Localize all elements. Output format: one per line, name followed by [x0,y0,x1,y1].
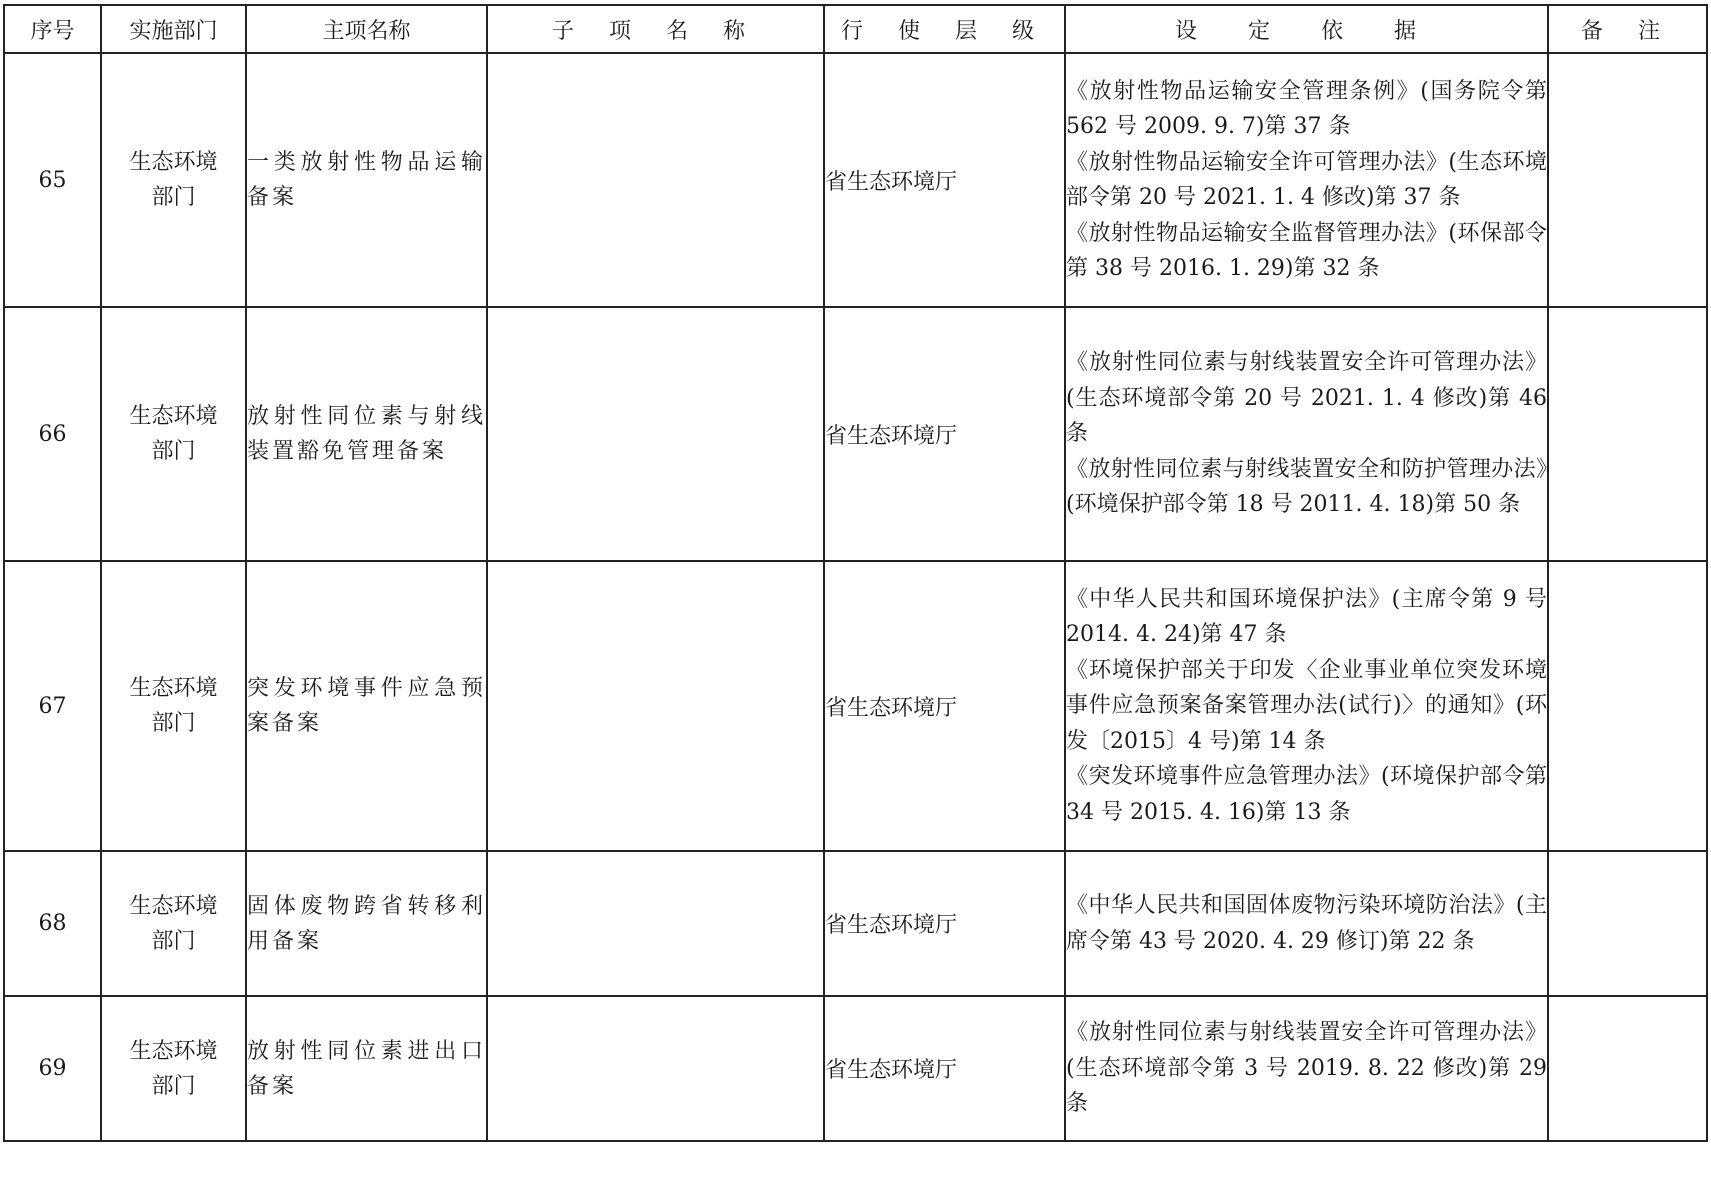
row-level: 省生态环境厅 [824,851,1065,996]
basis-entry: 《环境保护部关于印发〈企业事业单位突发环境事件应急预案备案管理办法(试行)〉的通知》(环发〔2015〕4 号)第 14 条 [1066,657,1547,754]
row-note [1548,851,1707,996]
basis-entry: 《放射性物品运输安全许可管理办法》(生态环境部令第 20 号 2021. 1. 4 修改)第 37 条 [1066,149,1547,210]
basis-entry: 《放射性同位素与射线装置安全许可管理办法》(生态环境部令第 3 号 2019. 8. 22 修改)第 29 条 [1066,1020,1547,1117]
admin-filing-table [3,4,1708,1142]
header-index: 序号 [4,5,101,53]
row-basis [1065,561,1548,851]
dept-line: 生态环境 [129,404,218,429]
row-dept [101,53,246,307]
dept-line: 生态环境 [129,150,218,175]
header-basis: 设 定 依 据 [1065,5,1548,53]
header-level: 行 使 层 级 [824,5,1065,53]
row-dept [101,996,246,1141]
header-main-item: 主项名称 [246,5,487,53]
row-note [1548,996,1707,1141]
header-sub-item: 子 项 名 称 [487,5,824,53]
row-main-item: 放射性同位素与射线装置豁免管理备案 [246,307,487,561]
row-dept [101,851,246,996]
row-index: 65 [4,53,101,307]
row-index: 67 [4,561,101,851]
basis-entry: 《放射性物品运输安全监督管理办法》(环保部令第 38 号 2016. 1. 29)第 32 条 [1066,220,1547,281]
header-dept: 实施部门 [101,5,246,53]
row-note [1548,53,1707,307]
header-note: 备 注 [1548,5,1707,53]
row-note [1548,561,1707,851]
table-row [4,561,1707,851]
basis-entry: 《中华人民共和国环境保护法》(主席令第 9 号 2014. 4. 24)第 47 条 [1066,586,1547,648]
dept-line: 部门 [151,439,196,464]
table-row [4,307,1707,561]
row-level: 省生态环境厅 [824,561,1065,851]
row-level: 省生态环境厅 [824,307,1065,561]
row-basis [1065,307,1548,561]
dept-line: 部门 [151,1073,196,1099]
row-level: 省生态环境厅 [824,996,1065,1141]
row-index: 68 [4,851,101,996]
basis-entry: 《放射性同位素与射线装置安全和防护管理办法》(环境保护部令第 18 号 2011. 4. 18)第 50 条 [1066,456,1547,518]
row-basis [1065,851,1548,996]
row-note [1548,307,1707,561]
row-main-item: 一类放射性物品运输备案 [246,53,487,307]
row-sub-item [487,307,824,561]
table-row [4,996,1707,1141]
table-header [4,5,1707,53]
basis-entry: 《放射性物品运输安全管理条例》(国务院令第 562 号 2009. 9. 7)第 37 条 [1066,78,1547,139]
row-main-item: 固体废物跨省转移利用备案 [246,851,487,996]
row-sub-item [487,851,824,996]
row-dept [101,561,246,851]
basis-entry: 《突发环境事件应急管理办法》(环境保护部令第 34 号 2015. 4. 16)第 13 条 [1066,764,1547,825]
row-main-item: 放射性同位素进出口备案 [246,996,487,1141]
row-sub-item [487,996,824,1141]
dept-line: 部门 [151,711,196,736]
table-row [4,851,1707,996]
dept-line: 部门 [151,185,196,210]
basis-entry: 《放射性同位素与射线装置安全许可管理办法》(生态环境部令第 20 号 2021. 1. 4 修改)第 46 条 [1066,350,1547,447]
table-row [4,53,1707,307]
row-dept [101,307,246,561]
row-basis [1065,996,1548,1141]
row-level: 省生态环境厅 [824,53,1065,307]
row-sub-item [487,53,824,307]
row-main-item: 突发环境事件应急预案备案 [246,561,487,851]
row-basis [1065,53,1548,307]
dept-line: 生态环境 [129,893,218,919]
dept-line: 生态环境 [129,676,218,701]
row-index: 69 [4,996,101,1141]
dept-line: 部门 [151,928,196,954]
row-sub-item [487,561,824,851]
dept-line: 生态环境 [129,1038,218,1064]
basis-entry: 《中华人民共和国固体废物污染环境防治法》(主席令第 43 号 2020. 4. 29 修订)第 22 条 [1066,893,1547,954]
document-page [3,4,1706,1142]
row-index: 66 [4,307,101,561]
